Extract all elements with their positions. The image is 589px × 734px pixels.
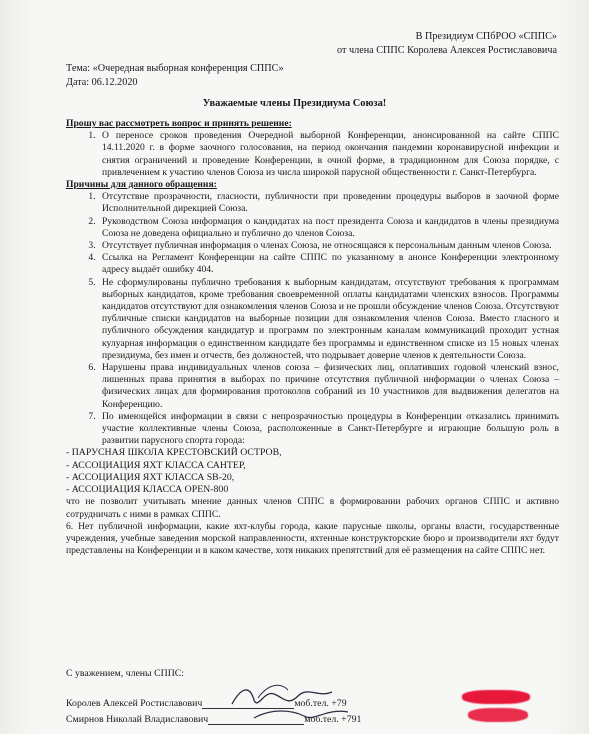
request-heading: Прошу вас рассмотреть вопрос и принять решение: <box>66 118 292 129</box>
reason-item: 6. Нарушены права индивидуальных членов союза – физических лиц, оплативших годовой членский взнос, лишенных права принятия в выборах по причине отсутствия публичной информации о членах Союза – физических лицах для формирования протоколов собраний из 10 участников для выдвижения делегатов на Конференцию. <box>98 362 559 411</box>
date-line: Дата: 06.12.2020 <box>66 77 138 88</box>
clubs-note: что не позволит учитывать мнение данных членов СППС в формировании рабочих органов СППС и активно сотрудничать с ними в рамках СППС. <box>66 496 559 520</box>
reasons-list <box>66 191 559 447</box>
regards-line: С уважением, члены СППС: <box>66 668 185 679</box>
club-item: - ПАРУСНАЯ ШКОЛА КРЕСТОВСКИЙ ОСТРОВ, <box>66 447 282 459</box>
request-item: 1. О переносе сроков проведения Очередной выборной Конференции, анонсированной на сайте СППС 14.11.2020 г. в форме заочного голосования, на период окончания пандемии коронавирусной инфекции и снятия ограничений и проведение Конференции, в очной форме, в традиционном для Союза порядке, с привлечением к участию членов Союза из числа широкой парусной общественности г. Санкт-Петербурга. <box>98 130 559 179</box>
redacted-phone-2 <box>468 708 528 722</box>
clubs-list <box>66 447 559 496</box>
handwritten-signature-2 <box>252 702 352 728</box>
sender-line: от члена СППС Королева Алексея Ростиславовича <box>337 45 557 56</box>
signer-name: Смирнов Николай Владиславович <box>66 714 209 725</box>
letter-body <box>66 118 559 557</box>
signer-phone: моб.тел. +79 <box>294 698 347 709</box>
addressee-block <box>337 30 557 58</box>
reason-item: 7. По имеющейся информации в связи с непрозрачностью процедуры в Конференции отказались принимать участие коллективные члены Союза, расположенные в Санкт-Петербурге и играющие большую роль в развитии парусного спорта города: <box>98 411 559 448</box>
reason-item: 3. Отсутствует публичная информация о членах Союза, не относящаяся к персональным данным членов Союза. <box>98 240 559 252</box>
club-item: - АССОЦИАЦИЯ ЯХТ КЛАССА САНТЕР, <box>66 459 246 471</box>
request-list <box>66 130 559 179</box>
signer-phone: моб.тел. +791 <box>304 714 362 725</box>
subject-line: Тема: «Очередная выборная конференция СППС» <box>66 63 284 74</box>
reason-item: 5. Не сформулированы публично требования к выборным кандидатам, отсутствуют требования к программам выборных кандидатов, кроме требования своевременной оплаты кандидатами членских взносов. Программы кандидатов отсутствуют для ознакомления членов Союза и не прошли обсуждение членов Союза. Отсутствуют публичные списки кандидатов на выборные позиции для ознакомления членов Союза. Вместо гласного и публичного обсуждения кандидатур и программ по электронным каналам коммуникаций проходит устная кулуарная информация о единственном кандидате без программы и единственном списке из 15 новых членах президиума, без имен и отчеств, без должностей, что подрывает доверие членов к деятельности Союза. <box>98 277 559 362</box>
redacted-phone-1 <box>462 690 530 704</box>
reason-item: 1. Отсутствие прозрачности, гласности, публичности при проведении процедуры выборов в заочной форме Исполнительной дирекцией Союза. <box>98 191 559 215</box>
signer-name: Королев Алексей Ростиславович <box>66 698 203 709</box>
topic-block <box>66 62 284 90</box>
reason-item: 4. Ссылка на Регламент Конференции на сайте СППС по указанному в анонсе Конференции электронному адресу выдаёт ошибку 404. <box>98 252 559 276</box>
club-item: - АССОЦИАЦИЯ ЯХТ КЛАССА SB-20, <box>66 471 235 483</box>
reasons-heading: Причины для данного обращения: <box>66 179 217 191</box>
item-6: 6. Нет публичной информации, какие яхт-клубы города, какие парусные школы, органы власти, государственные учреждения, учебные заведения морской направленности, яхтенные конструкторские бюро и производители яхт будут представлены на Конференции и в каком качестве, хотя никаких препятствий для её размещения на сайте СППС нет. <box>66 520 559 557</box>
reason-item: 2. Руководством Союза информация о кандидатах на пост президента Союза и кандидатов в члены президиума Союза не доведена официально и публично до членов Союза. <box>98 216 559 240</box>
greeting: Уважаемые члены Президиума Союза! <box>202 98 387 109</box>
addressee-line: В Президиум СПбРОО «СППС» <box>415 31 557 42</box>
club-item: - АССОЦИАЦИЯ КЛАССА OPEN-800 <box>66 484 229 496</box>
